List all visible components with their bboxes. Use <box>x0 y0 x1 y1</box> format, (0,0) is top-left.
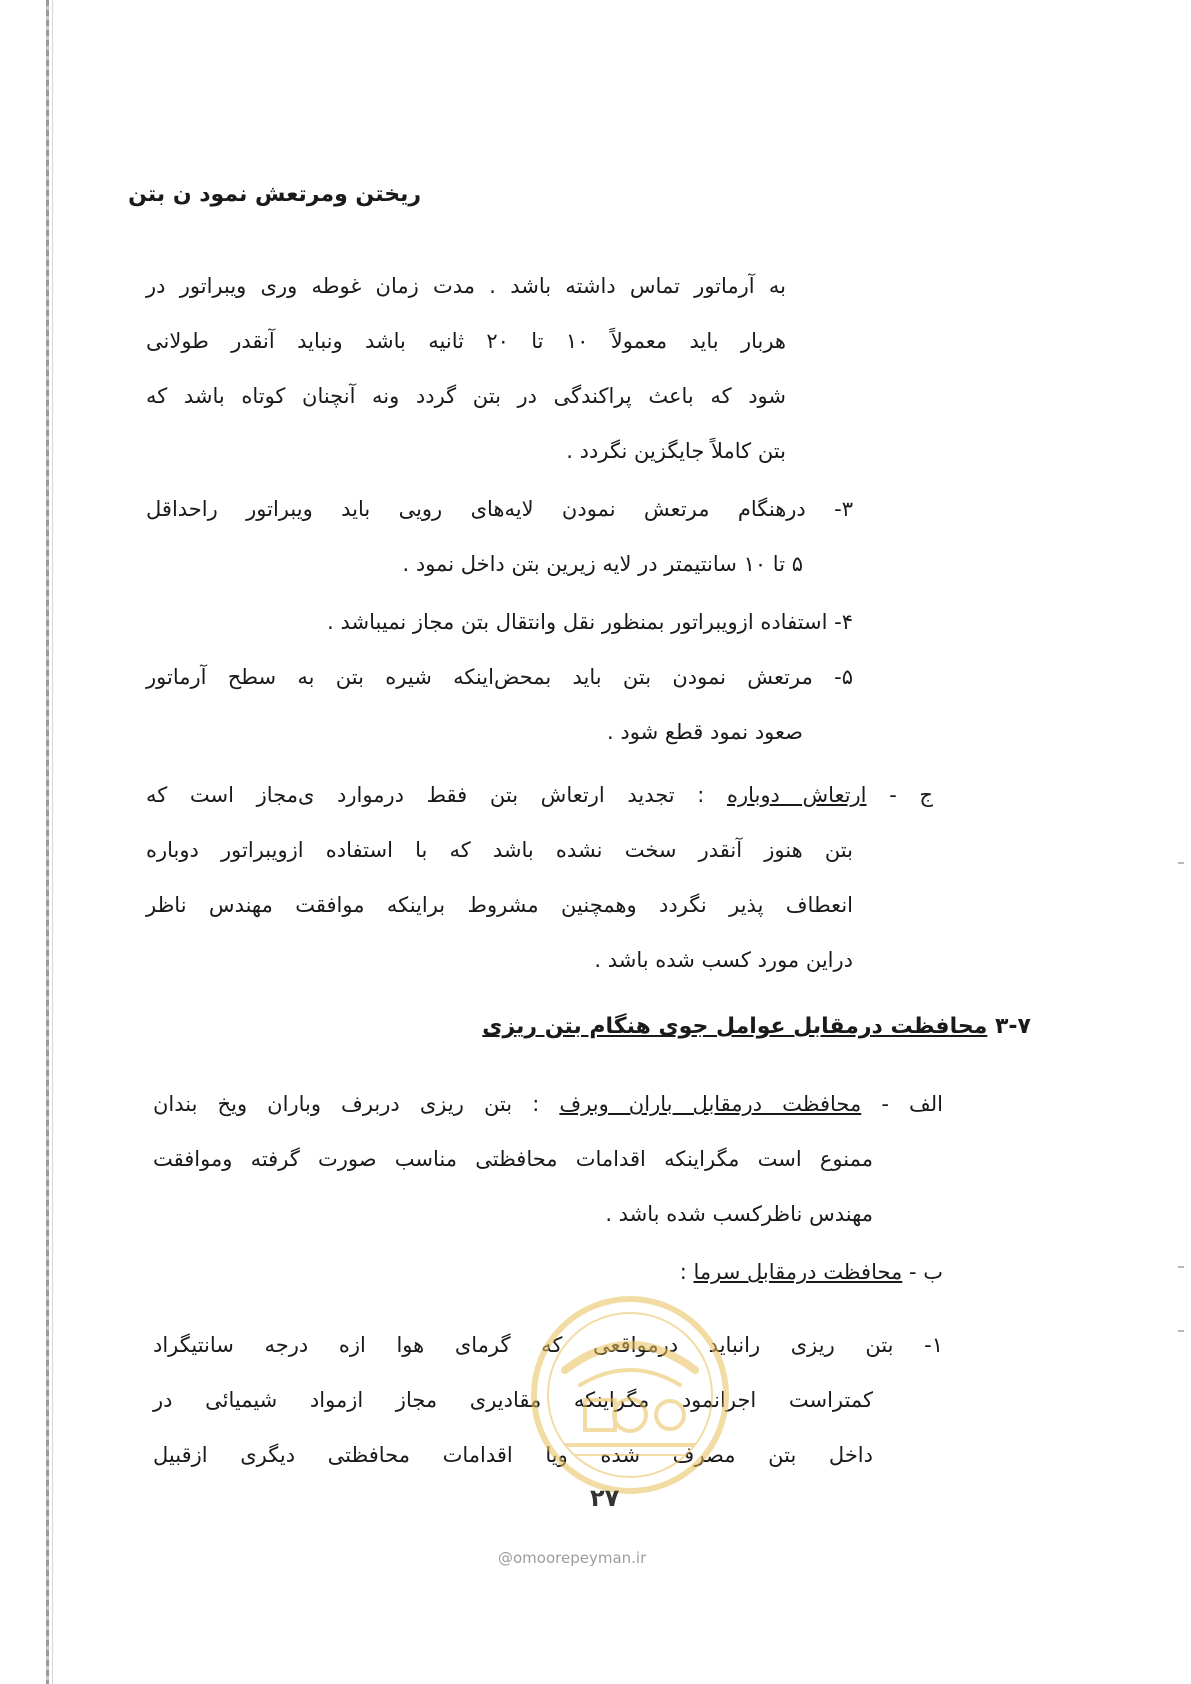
section-number: ۳-۷ <box>995 1014 1031 1039</box>
item-term: محافظت درمقابل باران وبرف <box>559 1092 862 1116</box>
scan-mark <box>1178 1330 1184 1332</box>
item-term: محافظت درمقابل سرما <box>693 1260 903 1284</box>
paragraph-line: ۵- مرتعش نمودن بتن باید بمحض‌اینکه شیره بتن به سطح آرماتور <box>146 665 853 689</box>
scan-binding-edge <box>46 0 49 1684</box>
paragraph-line: کمتراست اجرانمود مگراینکه مقادیری مجاز ازمواد شیمیائی در <box>153 1388 873 1412</box>
paragraph-line: صعود نمود قطع شود . <box>607 720 803 744</box>
item-label: الف - <box>881 1092 943 1116</box>
paragraph-line: بتن کاملاً جایگزین نگردد . <box>566 439 786 463</box>
paragraph-line: ممنوع است مگراینکه اقدامات محافظتی مناسب صورت گرفته وموافقت <box>153 1147 873 1171</box>
paragraph-line: مهندس ناظرکسب شده باشد . <box>605 1202 873 1226</box>
paragraph-line: ۵ تا ۱۰ سانتیمتر در لایه زیرین بتن داخل نمود . <box>402 552 803 576</box>
paragraph-line <box>153 1077 943 1132</box>
paragraph-line: هربار باید معمولاً ۱۰ تا ۲۰ ثانیه باشد ونباید آنقدر طولانی <box>146 329 786 353</box>
list-item-5 <box>146 650 853 760</box>
paragraph-line <box>146 768 933 823</box>
site-watermark: @omoorepeyman.ir <box>498 1549 647 1567</box>
item-label: ج - <box>889 783 933 807</box>
intro-paragraph <box>146 259 786 479</box>
paragraph-line: ۴- استفاده ازویبراتور بمنظور نقل وانتقال بتن مجاز نمیباشد . <box>327 610 853 634</box>
item-text: : بتن ریزی دربرف وباران ویخ بندان <box>153 1092 540 1116</box>
section-title <box>482 1014 1031 1039</box>
paragraph-line: ۳- درهنگام مرتعش نمودن لایه‌های رویی باید ویبراتور راحداقل <box>146 497 853 521</box>
paragraph-line: دراین مورد کسب شده باشد . <box>594 948 853 972</box>
scan-mark <box>1178 862 1184 864</box>
page-heading: ریختن ومرتعش نمود ن بتن <box>128 182 421 207</box>
list-item-4 <box>146 595 853 650</box>
scan-mark <box>1178 1266 1184 1268</box>
paragraph-line: بتن هنوز آنقدر سخت نشده باشد که با استفاده ازویبراتور دوباره <box>146 838 853 862</box>
item-text: : <box>679 1260 687 1284</box>
paragraph-line: انعطاف پذیر نگردد وهمچنین مشروط براینکه موافقت مهندس ناظر <box>146 893 853 917</box>
section-title-text: محافظت درمقابل عوامل جوی هنگام بتن ریزی <box>482 1014 988 1039</box>
paragraph-line: به آرماتور تماس داشته باشد . مدت زمان غوطه وری ویبراتور در <box>146 274 786 298</box>
item-label: ب - <box>908 1260 943 1284</box>
revibration-paragraph <box>146 768 933 988</box>
paragraph-line: شود که باعث پراکندگی در بتن گردد ونه آنچنان کوتاه باشد که <box>146 384 786 408</box>
scan-binding-edge-inner <box>52 0 53 1684</box>
item-term: ارتعاش دوباره <box>727 783 867 807</box>
rain-protection-paragraph <box>153 1077 943 1242</box>
stamp-logo <box>525 1290 735 1500</box>
page-number: ۲۷ <box>590 1484 620 1512</box>
item-text: : تجدید ارتعاش بتن فقط درموارد ی‌مجاز است که <box>146 783 705 807</box>
paragraph-line: ۱- بتن ریزی رانباید درمواقعی که گرمای هوا ازه درجه سانتیگراد <box>153 1333 943 1357</box>
list-item-3 <box>146 482 853 592</box>
paragraph-line: داخل بتن مصرف شده ویا اقدامات محافظتی دیگری ازقبیل <box>153 1443 873 1467</box>
